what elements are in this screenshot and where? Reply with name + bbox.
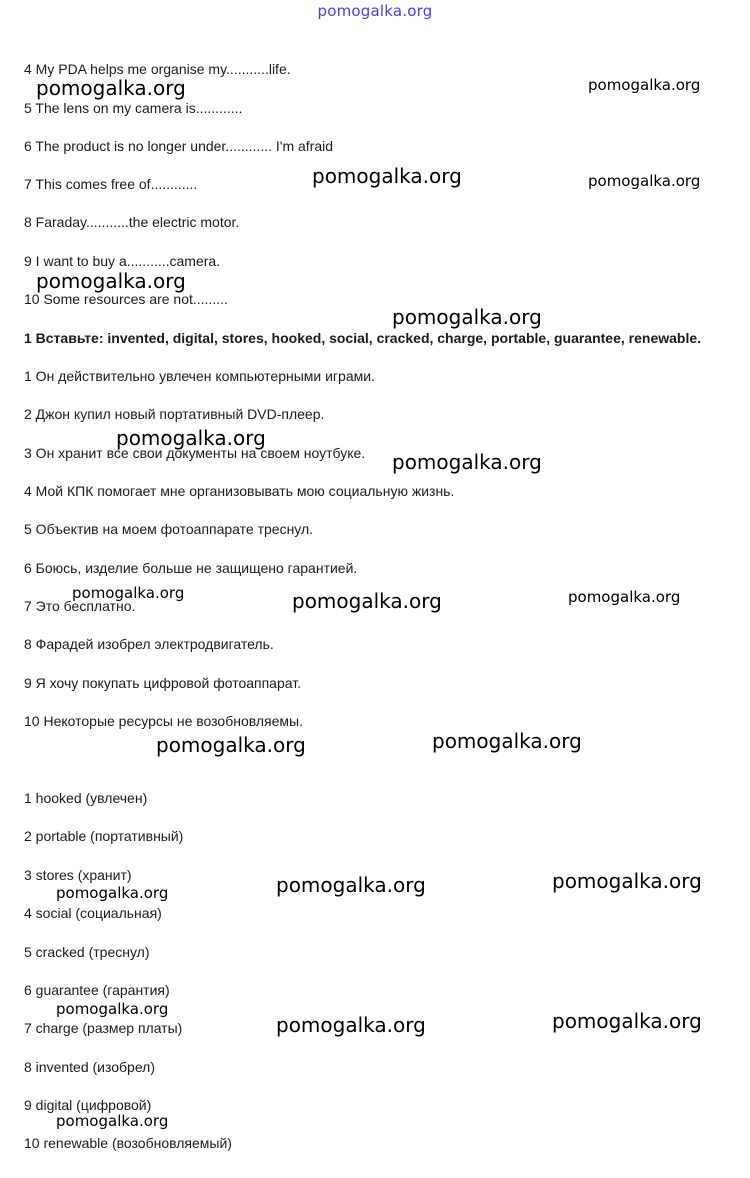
watermark: pomogalka.org xyxy=(552,1009,702,1033)
answer-line: 8 invented (изобрел) xyxy=(24,1059,155,1075)
answer-line: 5 cracked (треснул) xyxy=(24,944,150,960)
watermark: pomogalka.org xyxy=(552,869,702,893)
answer-line: 3 stores (хранит) xyxy=(24,867,132,883)
watermark: pomogalka.org xyxy=(392,450,542,474)
answer-line: 10 renewable (возобновляемый) xyxy=(24,1135,232,1151)
answer-line: 1 hooked (увлечен) xyxy=(24,790,148,806)
question-line: 5 The lens on my camera is............ xyxy=(24,100,243,116)
translation-line: 8 Фарадей изобрел электродвигатель. xyxy=(24,636,274,652)
question-line: 8 Faraday...........the electric motor. xyxy=(24,214,240,230)
watermark: pomogalka.org xyxy=(588,172,701,190)
watermark: pomogalka.org xyxy=(56,1000,169,1018)
translation-line: 4 Мой КПК помогает мне организовывать мою социальную жизнь. xyxy=(24,483,455,499)
watermark: pomogalka.org xyxy=(36,269,186,293)
answer-line: 6 guarantee (гарантия) xyxy=(24,982,170,998)
translation-line: 6 Боюсь, изделие больше не защищено гарантией. xyxy=(24,560,358,576)
watermark: pomogalka.org xyxy=(588,76,701,94)
answer-line: 7 charge (размер платы) xyxy=(24,1020,183,1036)
watermark: pomogalka.org xyxy=(156,733,306,757)
translation-line: 7 Это бесплатно. xyxy=(24,598,136,614)
translation-line: 1 Он действительно увлечен компьютерными играми. xyxy=(24,368,375,384)
question-line: 7 This comes free of............ xyxy=(24,176,198,192)
site-link[interactable]: pomogalka.org xyxy=(317,2,433,20)
watermark: pomogalka.org xyxy=(116,426,266,450)
task-heading: 1 Вставьте: invented, digital, stores, hooked, social, cracked, charge, portable, guarantee, renewable. xyxy=(24,330,702,346)
watermark: pomogalka.org xyxy=(56,1112,169,1130)
question-line: 6 The product is no longer under............ I'm afraid xyxy=(24,138,334,154)
watermark: pomogalka.org xyxy=(276,1013,426,1037)
answer-line: 9 digital (цифровой) xyxy=(24,1097,152,1113)
watermark: pomogalka.org xyxy=(276,873,426,897)
translation-line: 10 Некоторые ресурсы не возобновляемы. xyxy=(24,713,303,729)
watermark: pomogalka.org xyxy=(312,164,462,188)
question-line: 9 I want to buy a...........camera. xyxy=(24,253,221,269)
answer-line: 4 social (социальная) xyxy=(24,905,162,921)
watermark: pomogalka.org xyxy=(56,884,169,902)
watermark: pomogalka.org xyxy=(432,729,582,753)
question-line: 4 My PDA helps me organise my...........life. xyxy=(24,61,291,77)
watermark: pomogalka.org xyxy=(36,76,186,100)
translation-line: 5 Объектив на моем фотоаппарате треснул. xyxy=(24,521,314,537)
watermark: pomogalka.org xyxy=(72,584,185,602)
translation-line: 3 Он хранит все свои документы на своем ноутбуке. xyxy=(24,445,366,461)
answer-line: 2 portable (портативный) xyxy=(24,828,184,844)
watermark: pomogalka.org xyxy=(392,305,542,329)
translation-line: 9 Я хочу покупать цифровой фотоаппарат. xyxy=(24,675,301,691)
watermark: pomogalka.org xyxy=(568,588,681,606)
watermark: pomogalka.org xyxy=(292,589,442,613)
question-line: 10 Some resources are not......... xyxy=(24,291,228,307)
translation-line: 2 Джон купил новый портативный DVD-плеер. xyxy=(24,406,325,422)
